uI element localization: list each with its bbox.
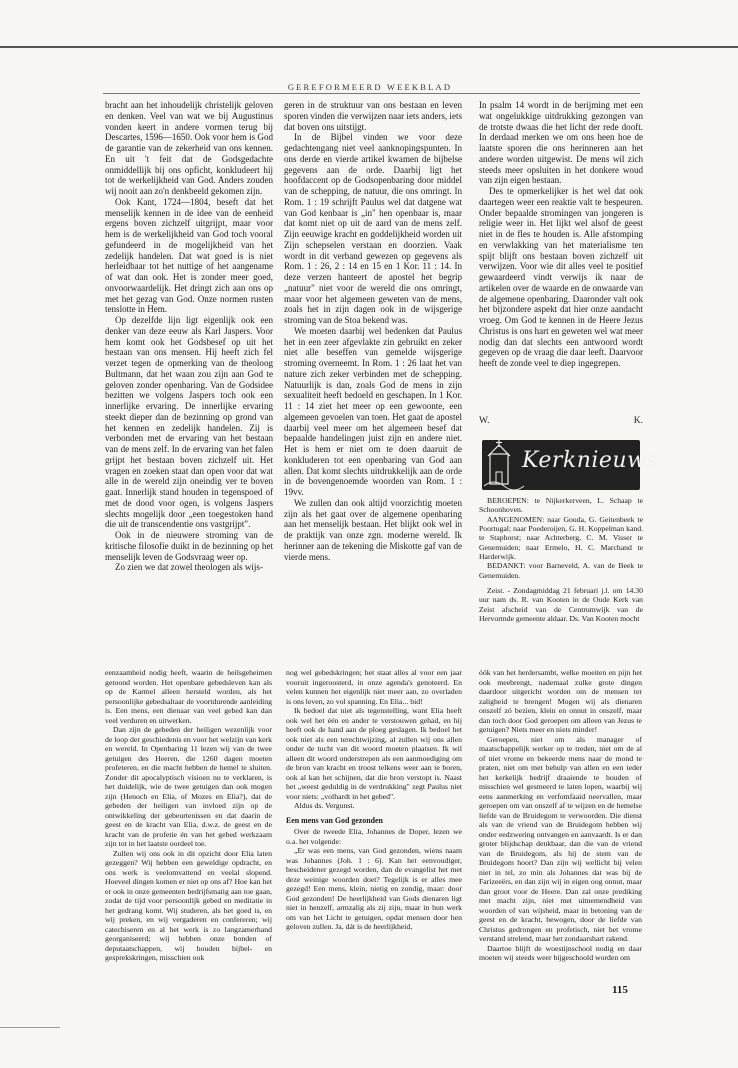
signature-initial-left: W. (479, 416, 490, 426)
page-number: 115 (612, 984, 628, 996)
bottom-edge-mark (0, 1027, 60, 1028)
news-aangenomen: AANGENOMEN: naar Gouda, G. Geitenbeek te Poortugal; naar Poederoijen, G. H. Koppelman kand. te Staphorst; naar Achterberg, C. M. Visser te Genemuiden; naar Ermelo, H. C. Marchand te Harderwijk. (479, 514, 643, 562)
paragraph: Over de tweede Elia, Johannes de Doper, lezen we o.a. het volgende: (286, 827, 462, 846)
paragraph: geren in de struktuur van ons bestaan en leven sporen vinden die verwijzen naar iets anders, iets dat boven ons uitstijgt. (284, 100, 462, 132)
paragraph: Zullen wij ons ook in dit opzicht door Elia laten gezeggen? Wij hebben een geweldige opdracht, en ons werk is veelomvattend en veelal slopend. Hoeveel dingen komen er niet op ons af? Hoe kan het er ook in onze gemeenten bedrijfsmatig aan toe gaan, zodat de tijd voor persoonlijk gebed en meditatie in het gedrang komt. Wij studeren, als het goed is, en wij preken, en wij vergaderen en confereren; wij catechiseren en al het werk is zo langzamerhand georganiseerd; wij hebben onze bonden of deputaatschappen, wij houden bijbel- en gesprekskringen, misschien ook (105, 848, 272, 962)
paragraph: Dan zijn de gebeden der heiligen wezenlijk voor de loop der geschiedenis en voor het welzijn van kerk en wereld. In Openbaring 11 lezen wij van de twee getuigen des Heeren, die 1260 dagen moeten profeteren, en die macht hebben de hemel te sluiten. Zonder dit apocalyptisch visioen nu te verklaren, is het duidelijk, wie de twee getuigen dan ook mogen zijn (Henoch en Elia, of Mozes en Elia?), dat de gebeden der heiligen van invloed zijn op de ontwikkeling der gebeurtenissen en dat daarin de geest en de kracht van Elia, d.w.z. de geest en de kracht van de profetie én van het gebed werkzaam zijn tot in het laatste oordeel toe. (105, 725, 272, 848)
news-beroepen: BEROEPEN: te Nijkerkerveen, L. Schaap te Schoonhoven. (479, 496, 643, 515)
banner-title: Kerknieuws (522, 448, 659, 473)
top-border (0, 46, 738, 48)
paragraph: Ik bedoel dat niet als tegenstelling, want Elia heeft ook wel het één en ander te verstouwen gehad, en hij heeft ook de hand aan de ploeg geslagen. Ik bedoel het ook niet als een terechtwijzing, al zullen wij ons allen onder de tucht van dit woord moeten plaatsen. Ik wil alleen dit woord onderstrepen als een aanmoediging om de bron van kracht en troost telkens weer aan te boren, ook al kan het schijnen, dat die bron verstopt is. Naast het „weest geduldig in de verdrukking" zegt Paulus niet voor niets: „volhardt in het gebed". (286, 706, 462, 801)
article-column-1 (105, 100, 273, 665)
running-header: GEREFORMEERD WEEKBLAD (287, 82, 453, 92)
article-column-3 (479, 100, 643, 440)
paragraph: Ook in de nieuwere stroming van de kritische filosofie duikt in de bezinning op het menselijk leven de Godsvraag weer op. (105, 530, 273, 562)
paragraph: Geroepen, niet om als manager of maatschappelijk werker op te treden, niet om de al of niet vrome en bekeerde mens naar de mond te praten, niet om met behulp van allen en een ieder het kerkelijk bedrijf draaiende te houden of misschien wel gesmeerd te laten lopen, waarbij wij eens aanmerking en verfomfaaid neervallen, maar geroepen om van onszelf af te wijzen en de hemelse liefde van de Bruidegom te verwoorden. Die dienst als van de vriend van de Bruidegom hebben wij onder eedzwering ontvangen en aanvaardt. Is er dan groter blijdschap denkbaar, dan die van de vriend van de Bruidegom, als hij de stem van de Bruidegom hoort? Dan zijn wij wellicht bij velen niet in tel, zo min als Johannes dat was bij de Farizeeërs, en dan zijn wij in eigen oog onnut, maar dan groot voor de Heere. Dan zal onze prediking met macht zijn, niet met uitnemendheid van woorden of van wijsheid, maar in betoning van de geest en de kracht, bewogen, door de liefde van Christus gedrongen en profetisch, niet het vrome verstand strelend, maar het zondaarshart rakend. (479, 734, 642, 943)
news-bedankt: BEDANKT: voor Barneveld, A. van de Beek te Genemuiden. (479, 561, 643, 580)
paragraph: Des te opmerkelijker is het wel dat ook daartegen weer een reaktie valt te bespeuren. Onder bepaalde stromingen van jongeren is religie weer in. Het lijkt wel alsof de geest niet in de fles te houden is. Alle afstomping en verwlakking van het materialisme ten spijt blijft ons bestaan boven zichzelf uit verwijzen. Voor wie dit alles veel te positief gewaardeerd vindt verwijs ik naar de artikelen over de waarde en de onwaarde van de algemene openbaring. Daaronder valt ook het bijzondere aspekt dat hier onze aandacht vroeg. Om God te kennen in de Heere Jezus Christus is ons hart en geweten wel wat meer nodig dan dat slechts een antwoord wordt gegeven op de vraag die daar leeft. Daarvoor heeft de zonde veel te diep ingegrepen. (479, 186, 643, 368)
paragraph: We zullen dan ook altijd voorzichtig moeten zijn als het gaat over de algemene openbaring aan het menselijk bestaan. Het blijkt ook wel in de praktijk van onze zgn. moderne wereld. Ik herinner aan de tekening die Miskotte gaf van de vierde mens. (284, 497, 462, 562)
paragraph: eenzaamheid nodig heeft, waarin de heilsgeheimen getoond worden. Het openbare gebedsleven kan als op de Karmel alleen hersteld worden, als het persoonlijke gebedsaltaar de voortdurende aanleiding is. Een mens, een dienaar van veel gebed kan dan veel verduren en uitwerken. (105, 668, 272, 725)
lower-column-1 (105, 668, 272, 1023)
paragraph: Zo zien we dat zowel theologen als wijs- (115, 562, 263, 573)
paragraph: Daartoe blijft de woestijnschool nodig en daar moeten wij steeds weer bijgeschoold worden om (479, 943, 642, 962)
church-icon (484, 440, 524, 490)
news-zeist: Zeist. - Zondagmiddag 21 februari j.l. om 14.30 uur nam ds. R. van Kooten in de Oude Kerk van Zeist afscheid van de Centrumwijk van de Hervormde gemeente aldaar. Ds. Van Kooten mocht (479, 586, 643, 624)
paragraph: bracht aan het inhoudelijk christelijk geloven en denken. Veel van wat we bij Augustinus vonden keert in andere vormen terug bij Descartes, 1596—1650. Ook voor hem is God de garantie van de zekerheid van ons kennen. En uit 't feit dat de Godsgedachte onmiddellijk bij ons opficht, konkludeert hij tot de werkelijkheid van God. Anders zouden wij nooit aan zo'n denkbeeld gekomen zijn. (105, 100, 273, 196)
lower-column-3 (479, 668, 642, 968)
church-news (479, 496, 643, 671)
lower-column-2 (286, 668, 462, 1023)
paragraph: We moeten daarbij wel bedenken dat Paulus het in een zeer afgevlakte zin gebruikt en zeker niet alle beseffen van gemelde wijsgerige stroming overneemt. In Rom. 1 : 26 laat het van nature zich zeker verbinden met de schepping. Natuurlijk is dan, zoals God de mens in zijn sexualiteit heeft bedoeld en geschapen. In 1 Kor. 11 : 14 ziet het meer op een gewoonte, een algemeen gevoelen van toen. Het gaat de apostel daarbij veel meer om het algemeen besef dat bepaalde handelingen juist zijn en andere niet. Het is hem er niet om te doen daaruit de konkluderen tot een openbaring van God aan allen. Dat komt slechts uitdrukkelijk aan de orde in de bovengenoemde woorden van Rom. 1 : 19vv. (284, 325, 462, 497)
paragraph: Aldus ds. Vergunst. (294, 801, 355, 810)
paragraph: Op dezelfde lijn ligt eigenlijk ook een denker van deze eeuw als Karl Jaspers. Voor hem komt ook het Godsbesef op uit het bestaan van ons mensen. Hij heeft zich fel verzet tegen de opmerking van de theoloog Bultmann, dat het waan zou zijn aan God te geloven zonder openbaring. Van de Godsidee bezitten we volgens Jaspers toch ook een innerlijke ervaring. De innerlijke ervaring steekt dieper dan de bezinning op grond van het kennen en zedelijk handelen. Zij is verbonden met de ervaring van het bestaan van de mens zelf. In de ervaring van het falen grijpt het bestaan boven zichzelf uit. Het vragen en zoeken staat dan open voor dat wat alle in de wereld zijn oneindig ver te boven gaat. Innerlijk stand houden in tegenspoed of met de dood voor ogen, is volgens Jaspers slechts mogelijk door „een toegestoken hand die uit de transcendentie ons vastgrijpt". (105, 315, 273, 530)
paragraph: Ook Kant, 1724—1804, beseft dat het menselijk kennen in de idee van de eenheid ergens boven zichzelf uitgrijpt, maar voor hem is de werkelijkheid van God toch vooral gefundeerd in de mogelijkheid van het zedelijk handelen. Dat wat goed is is niet herleidbaar tot het nuttige of het aangename of wat dan ook. Het is zonder meer goed, onvoorwaardelijk. Het dringt zich aan ons op met het gezag van God. Onze normen rusten tenslotte in Hem. (105, 196, 273, 315)
paragraph: In de Bijbel vinden we voor deze gedachtengang niet veel aanknopingspunten. In ons derde en vierde artikel kwamen de bijbelse gegevens aan de orde. Daarbij ligt het hoofdaccent op de Godsopenbaring door middel van de schepping, de natuur, die ons omringt. In Rom. 1 : 19 schrijft Paulus wel dat datgene wat van God kenbaar is „in" hen openbaar is, maar dat komt niet op uit de aard van de mens zelf. Zijn eeuwige kracht en goddelijkheid worden uit Zijn schepselen verstaan en doorzien. Vaak wordt in dit verband gewezen op gegevens als Rom. 1 : 26, 2 : 14 en 15 en 1 Kor. 11 : 14. In deze verzen hanteert de apostel het begrip „natuur" niet voor de wereld die ons omringt, maar voor het algemeen geweten van de mens, zoals het in zijn dagen ook in de wijsgerige stroming van de Stoa bekend was. (284, 132, 462, 325)
paragraph: nog wel gebedskringen; het staat alles al voor een jaar vooruit ingeroosterd, in onze agenda's genoteerd. En velen kunnen het eigenlijk niet meer aan, zo overladen is ons leven, zo vol spanning. En Elia... bid! (286, 668, 462, 706)
signature-initial-right: K. (633, 416, 643, 426)
section-heading: Een mens van God gezonden (286, 815, 383, 825)
paragraph: óók van het herdersambt, welke moeiten en pijn het ook meebrengt, nademaal zulke grote dingen daardoor uitgericht worden om de mensen ter zaligheid te brengen! Mogen wij als dienaren onszelf zó bezien, klein en onnut in onszelf, maar dan toch door God geroepen om alleen van Jezus te getuigen? Niets meer en niets minder! (479, 668, 642, 734)
paragraph: In psalm 14 wordt in de berijming met een wat ongelukkige uitdrukking gezongen van de trotste dwaas die het licht der rede dooft. In derdaad merken we om ons heen hoe de laatste sporen die ons herinneren aan het andere worden uitgewist. De mens wil zich steeds meer opsluiten in het donkere woud van zijn eigen bestaan. (479, 100, 643, 186)
header-divider (103, 93, 640, 94)
article-signature (479, 416, 643, 426)
paragraph: „Er was een mens, van God gezonden, wiens naam was Johannes (Joh. 1 : 6). Kan het eenvoudiger, bescheidener gezegd worden, dan de evangelist het met deze weinige woorden doet? Tegelijk is er alles mee gezegd! Een mens, klein, nietig en zondig, maar: door God gezonden! De heerlijkheid van Gods dienaren ligt niet in henzelf, armzalig als zij zijn, maar in hun werk om van het Licht te getuigen, opdat mensen door hen geloven zullen. Ja, dát is de heerlijkheid, (286, 846, 462, 931)
article-column-2 (284, 100, 462, 665)
kerknieuws-banner (482, 440, 659, 490)
